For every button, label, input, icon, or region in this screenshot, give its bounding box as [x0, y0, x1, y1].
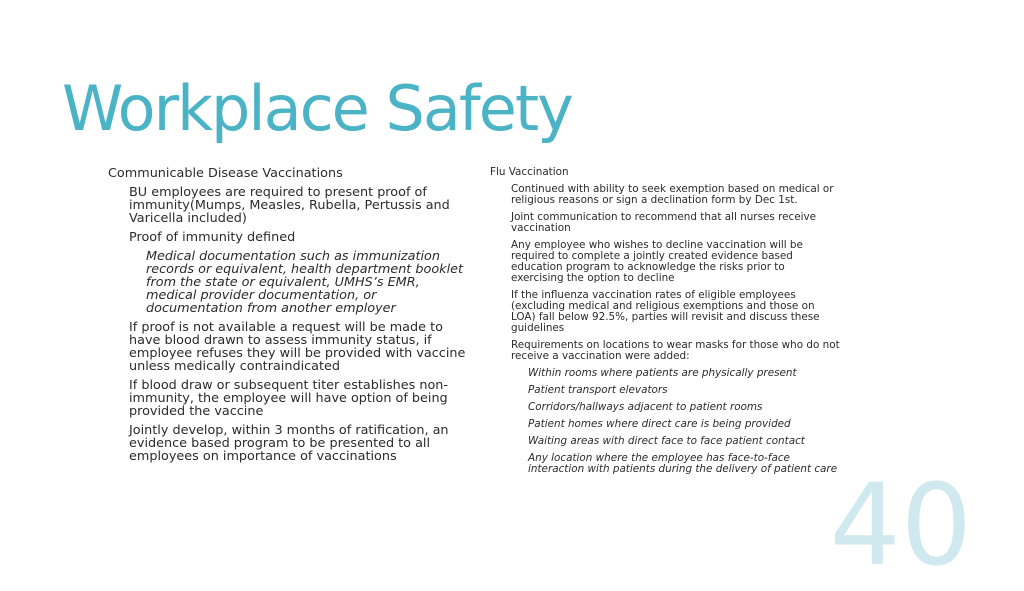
list-item: If the influenza vaccination rates of eligible employees (excluding medical and religious exemptions and those on LOA) fall below 92.5%, parties will revisit and discuss these guidelines — [511, 289, 820, 334]
list-item: If proof is not available a request will be made to have blood drawn to assess immunity status, if employee refuses they will be provided with vaccine unless medically contraindicated — [129, 320, 466, 374]
left-heading: Communicable Disease Vaccinations — [108, 166, 343, 181]
location-item: Waiting areas with direct face to face patient contact — [528, 435, 805, 447]
list-item: Continued with ability to seek exemption based on medical or religious reasons or sign a declination form by Dec 1st. — [511, 183, 834, 206]
page-number: 40 — [829, 461, 972, 591]
list-item: Jointly develop, within 3 months of ratification, an evidence based program to be presented to all employees on importance of vaccinations — [129, 423, 449, 464]
list-item: If blood draw or subsequent titer establishes non-immunity, the employee will have option of being provided the vaccine — [129, 378, 449, 419]
list-item: BU employees are required to present proof of immunity(Mumps, Measles, Rubella, Pertussis and Varicella included) — [129, 185, 450, 226]
slide-title: Workplace Safety — [62, 72, 572, 145]
left-column — [108, 167, 468, 469]
right-column — [490, 167, 840, 481]
location-item: Patient homes where direct care is being provided — [528, 418, 791, 430]
right-heading: Flu Vaccination — [490, 166, 569, 178]
location-item: Any location where the employee has face-to-face interaction with patients during the delivery of patient care — [528, 452, 838, 475]
list-item: Joint communication to recommend that all nurses receive vaccination — [511, 211, 817, 234]
list-item: Any employee who wishes to decline vaccination will be required to complete a jointly created evidence based education program to acknowledge the risks prior to exercising the option to decline — [511, 239, 803, 284]
location-item: Corridors/hallways adjacent to patient rooms — [528, 401, 763, 413]
list-item: Medical documentation such as immunization records or equivalent, health department booklet from the state or equivalent, UMHS’s EMR, medical provider documentation, or documentation from another employer — [146, 249, 464, 316]
list-item: Proof of immunity defined — [129, 230, 296, 245]
location-item: Within rooms where patients are physically present — [528, 367, 797, 379]
list-item: Requirements on locations to wear masks for those who do not receive a vaccination were added: — [511, 339, 840, 362]
location-item: Patient transport elevators — [528, 384, 668, 396]
